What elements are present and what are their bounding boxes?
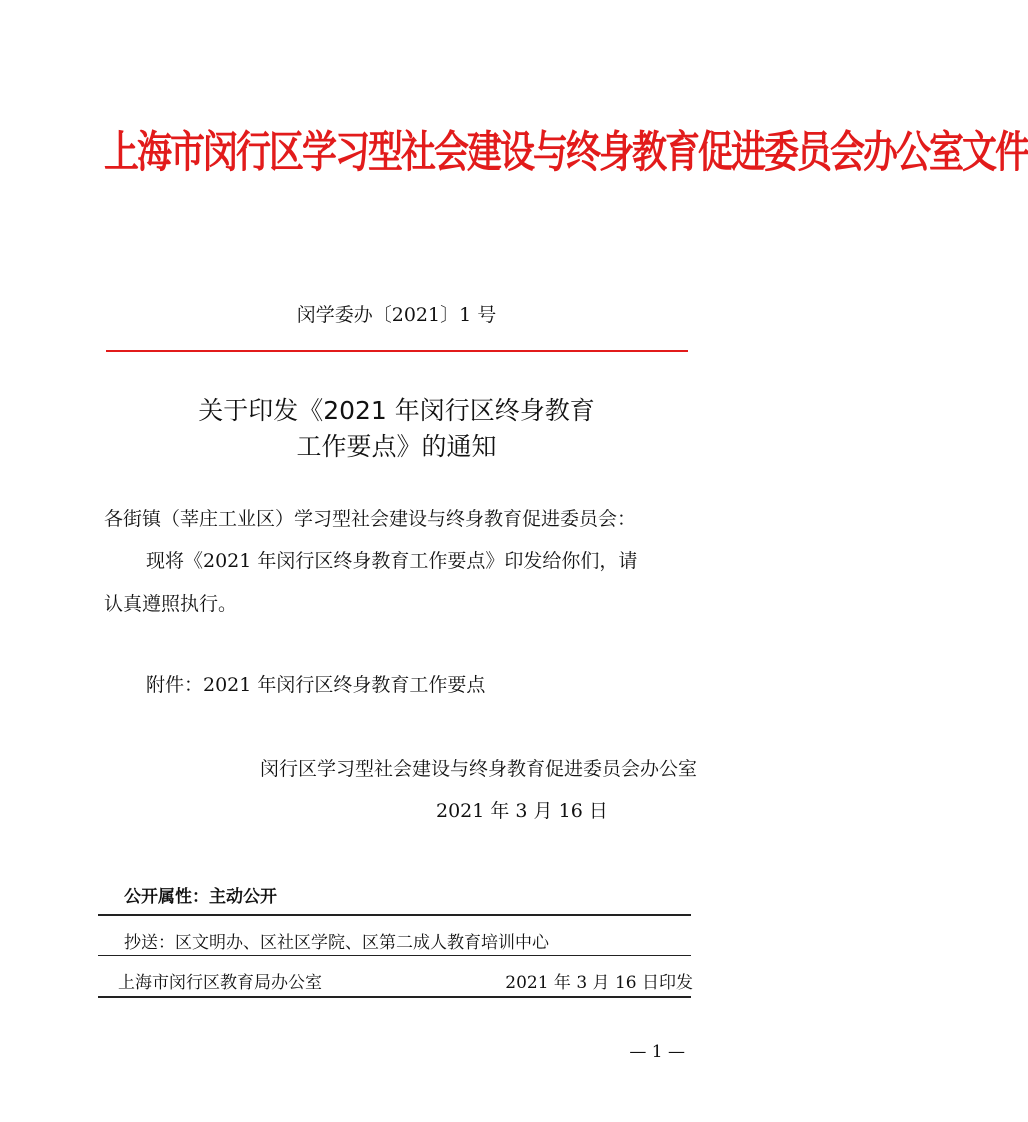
printing-office: 上海市闵行区教育局办公室 bbox=[118, 973, 322, 993]
disclosure-attribute: 公开属性：主动公开 bbox=[124, 887, 277, 907]
salutation: 各街镇（莘庄工业区）学习型社会建设与终身教育促进委员会： bbox=[104, 508, 637, 530]
header-red-divider bbox=[106, 350, 688, 352]
document-header-title: 上海市闵行区学习型社会建设与终身教育促进委员会办公室文件 bbox=[104, 128, 1028, 178]
notice-title-line2: 工作要点》的通知 bbox=[296, 432, 497, 461]
issuer-signature: 闵行区学习型社会建设与终身教育促进委员会办公室 bbox=[259, 758, 697, 780]
issue-date: 2021 年 3 月 16 日 bbox=[436, 800, 608, 822]
footer-rule-bottom bbox=[98, 996, 691, 998]
body-paragraph-line2: 认真遵照执行。 bbox=[104, 593, 238, 615]
document-number: 闵学委办〔2021〕1 号 bbox=[296, 304, 497, 326]
printed-date: 2021 年 3 月 16 日印发 bbox=[505, 973, 693, 993]
footer-rule-middle bbox=[98, 955, 691, 956]
attachment-line: 附件：2021 年闵行区终身教育工作要点 bbox=[146, 674, 486, 696]
footer-rule-top bbox=[98, 914, 691, 916]
notice-title-line1: 关于印发《2021 年闵行区终身教育 bbox=[198, 396, 595, 425]
body-paragraph-line1: 现将《2021 年闵行区终身教育工作要点》印发给你们，请 bbox=[146, 550, 638, 572]
cc-list: 抄送：区文明办、区社区学院、区第二成人教育培训中心 bbox=[124, 933, 549, 953]
page-number: — 1 — bbox=[629, 1042, 685, 1062]
